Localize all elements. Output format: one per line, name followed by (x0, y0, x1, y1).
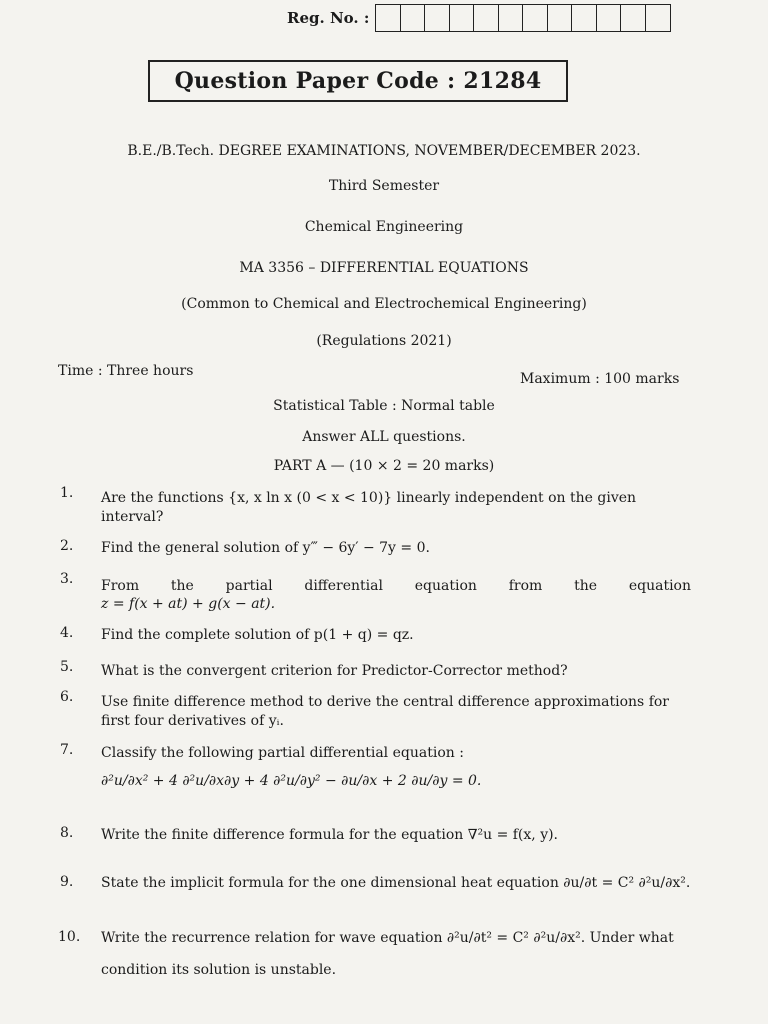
question-text: State the implicit formula for the one dimensional heat equation ∂u/∂t = C² ∂²u/∂x². (101, 875, 691, 891)
question-text: From the partial differential equation from the equation (101, 578, 691, 594)
reg-digit-box (597, 5, 622, 31)
question-text: Write the recurrence relation for wave equation ∂²u/∂t² = C² ∂²u/∂x². Under what (101, 930, 674, 946)
question-text: Classify the following partial differential equation : (101, 745, 464, 761)
time-allowed: Time : Three hours (58, 363, 194, 379)
question-text: Find the complete solution of p(1 + q) = qz. (101, 627, 414, 643)
branch: Chemical Engineering (304, 219, 464, 235)
question-equation: z = f(x + at) + g(x − at). (101, 596, 276, 612)
question-number: 4. (60, 625, 74, 641)
question-number: 9. (60, 874, 74, 890)
question-number: 10. (58, 929, 81, 945)
reg-digit-box (621, 5, 646, 31)
common-note: (Common to Chemical and Electrochemical Engineering) (181, 296, 587, 312)
reg-digit-box (425, 5, 450, 31)
question-number: 7. (60, 742, 74, 758)
reg-digit-box (548, 5, 573, 31)
question-text: Find the general solution of y‴ − 6y′ − 7y = 0. (101, 540, 430, 556)
question-text: Write the finite difference formula for the equation ∇²u = f(x, y). (101, 827, 559, 843)
reg-digit-box (401, 5, 426, 31)
reg-digit-box (376, 5, 401, 31)
question-paper-code: Question Paper Code : 21284 (148, 60, 568, 102)
question-text: Use finite difference method to derive the central difference approximations for first four derivatives of yᵢ. (101, 694, 669, 729)
reg-number-field (287, 4, 671, 32)
reg-digit-box (474, 5, 499, 31)
question-text: What is the convergent criterion for Predictor-Corrector method? (101, 663, 568, 679)
question-number: 5. (60, 659, 74, 675)
question-equation: ∂²u/∂x² + 4 ∂²u/∂x∂y + 4 ∂²u/∂y² − ∂u/∂x + 2 ∂u/∂y = 0. (101, 773, 482, 789)
reg-number-label: Reg. No. : (287, 9, 370, 27)
question-number: 8. (60, 825, 74, 841)
statistical-table-note: Statistical Table : Normal table (273, 398, 495, 414)
question-number: 3. (60, 571, 74, 587)
exam-title: B.E./B.Tech. DEGREE EXAMINATIONS, NOVEMBER/DECEMBER 2023. (127, 143, 641, 159)
question-number: 6. (60, 689, 74, 705)
question-text-continued: condition its solution is unstable. (101, 962, 337, 978)
regulations: (Regulations 2021) (316, 333, 452, 349)
reg-digit-box (646, 5, 671, 31)
question-number: 2. (60, 538, 74, 554)
part-a-title: PART A — (10 × 2 = 20 marks) (273, 458, 495, 474)
semester: Third Semester (328, 178, 440, 194)
question-number: 1. (60, 485, 74, 501)
subject: MA 3356 – DIFFERENTIAL EQUATIONS (239, 260, 529, 276)
reg-digit-box (572, 5, 597, 31)
reg-digit-box (499, 5, 524, 31)
reg-number-boxes (375, 4, 671, 32)
instruction: Answer ALL questions. (302, 429, 466, 445)
reg-digit-box (450, 5, 475, 31)
maximum-marks: Maximum : 100 marks (520, 371, 680, 387)
reg-digit-box (523, 5, 548, 31)
question-text: Are the functions {x, x ln x (0 < x < 10)} linearly independent on the given interval? (101, 490, 637, 525)
